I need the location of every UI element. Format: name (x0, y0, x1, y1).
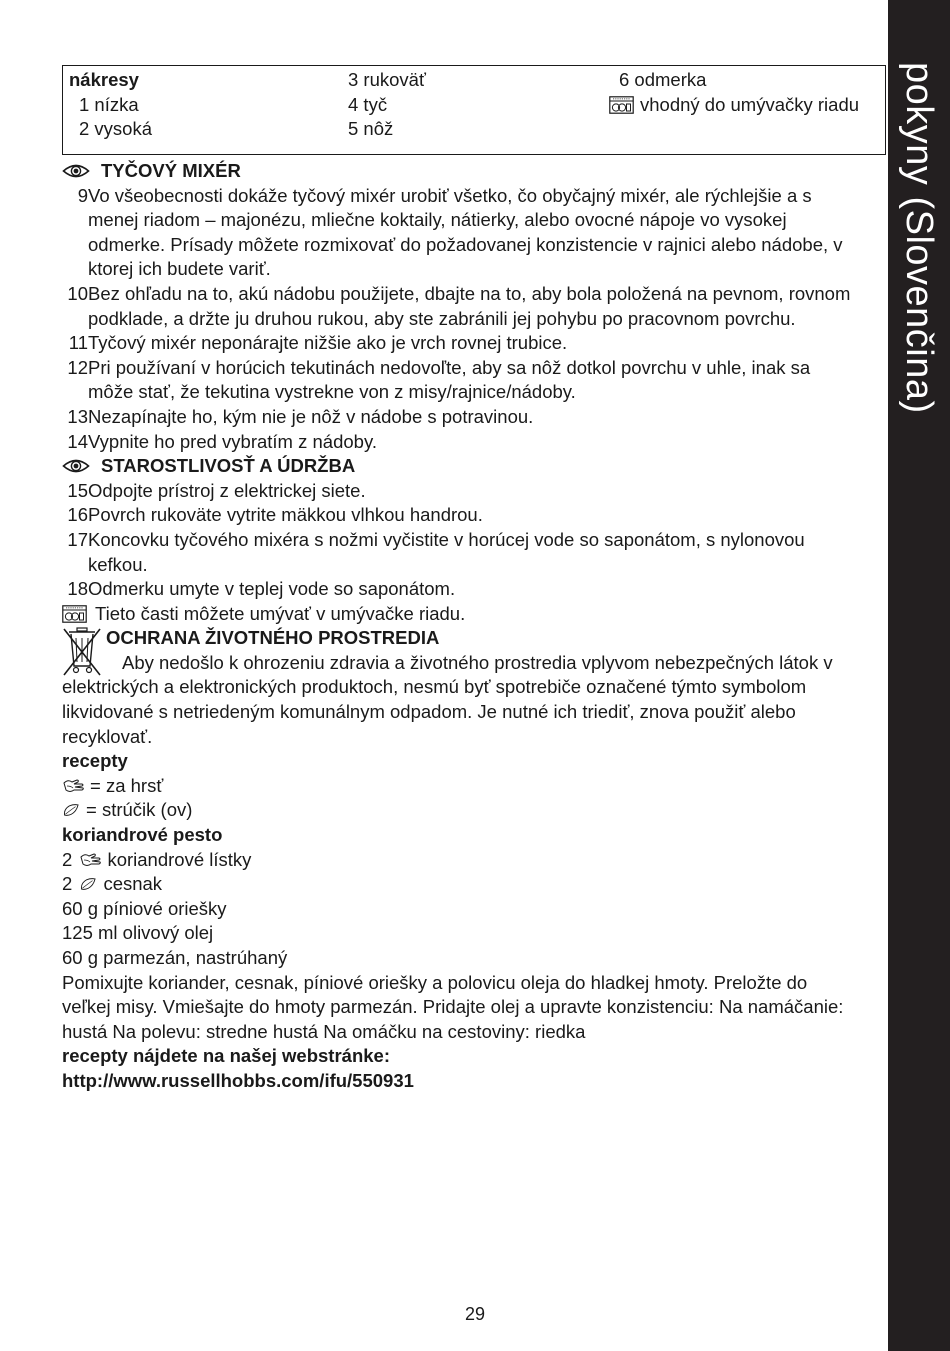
text-line: Pri používaní v horúcich tekutinách nedovoľte, aby sa nôž dotkol povrchu v uhle, inak sa (88, 356, 811, 378)
text-line: podklade, a držte ju druhou rukou, aby ste zabránili jej pohybu po pracovnom povrchu. (88, 307, 796, 329)
page-number (0, 1302, 950, 1327)
parts-column-2 (348, 68, 426, 142)
section-title: TYČOVÝ MIXÉR (101, 160, 241, 181)
ingredient-qty: 125 ml (62, 922, 118, 944)
ingredient-qty: 2 (62, 873, 73, 895)
item-number: 16 (67, 504, 88, 526)
content (62, 159, 884, 1094)
page-number-text: 29 (464, 1304, 486, 1324)
item-text (88, 184, 843, 282)
item-text (88, 503, 483, 528)
ingredient-qty: 60 g (62, 897, 99, 919)
text-line: Vo všeobecnosti dokáže tyčový mixér urobiť všetko, čo obyčajný mixér, ale rýchlejšie a s (88, 184, 812, 206)
legend-text: = za hrsť (90, 774, 164, 796)
text-line: môže stať, že tekutina vystrekne von z misy/rajnice/nádoby. (88, 381, 576, 403)
part-item: 3 rukoväť (348, 69, 426, 90)
dishwasher-note-text: Tieto časti môžete umývať v umývačke riadu. (95, 602, 466, 624)
item-text (88, 479, 366, 504)
parts-legend (62, 65, 886, 155)
text-line: Odpojte prístroj z elektrickej siete. (88, 479, 366, 501)
list-item (62, 282, 884, 331)
clove-icon (79, 875, 101, 893)
method-line: veľkej misy. Vmiešajte do hmoty parmezán. Pridajte olej a upravte konzistenciu: Na namáčanie: (62, 996, 844, 1018)
text-line: likvidované s netriedeným komunálnym odpadom. Je nutné ich triediť, znova použiť alebo (62, 701, 796, 723)
part-item: 1 nízka (79, 93, 139, 115)
item-text (88, 356, 810, 405)
section-heading-care-maintenance (62, 454, 884, 479)
list-item (62, 528, 884, 577)
part-item: 6 odmerka (619, 69, 707, 90)
text-line: elektrických a elektronických produktoch, nesmú byť spotrebiče označené týmto symbolom (62, 676, 807, 698)
text-line: menej riadom – majonézu, mliečne koktaily, nátierky, alebo ovocné nápoje vo vysokej (88, 209, 787, 231)
item-number: 17 (67, 528, 88, 550)
item-text (88, 405, 533, 430)
item-number: 15 (67, 479, 88, 501)
parts-heading: nákresy (69, 69, 139, 90)
ingredient-qty: 2 (62, 848, 73, 870)
text-line: recyklovať. (62, 725, 153, 747)
crossed-bin-icon (62, 626, 102, 678)
recipes-heading: recepty (62, 750, 128, 772)
method-line: hustá Na polevu: stredne hustá Na omáčku na cestoviny: riedka (62, 1020, 586, 1042)
list-item (62, 405, 884, 430)
language-sidebar (888, 0, 950, 1351)
text-line: Odmerku umyte v teplej vode so saponátom. (88, 578, 456, 600)
sidebar-title: pokyny (Slovenčina) (898, 62, 940, 414)
item-text (88, 430, 377, 455)
part-item: 4 tyč (348, 93, 388, 115)
ingredient-text: parmezán, nastrúhaný (103, 947, 288, 968)
ingredient-text: píniové oriešky (103, 897, 227, 919)
recipe-title: koriandrové pesto (62, 824, 223, 846)
environment-section (62, 626, 884, 749)
ingredient (62, 848, 884, 873)
method-line: Pomixujte koriander, cesnak, píniové oriešky a polovicu oleja do hladkej hmoty. Preložte do (62, 971, 808, 993)
text-line: ktorej ich budete variť. (88, 258, 271, 280)
handful-icon (62, 777, 88, 795)
dishwasher-note (62, 602, 884, 627)
ingredient-text: koriandrové lístky (107, 848, 252, 870)
ingredient-text: cesnak (103, 873, 163, 895)
list-item (62, 331, 884, 356)
eye-icon (62, 162, 90, 180)
text-line: kefkou. (88, 553, 148, 575)
ingredient (62, 921, 884, 946)
item-number: 10 (67, 282, 88, 304)
legend-text: = strúčik (ov) (86, 799, 193, 821)
parts-column-3 (609, 68, 859, 117)
ingredient-text: olivový olej (122, 922, 214, 944)
legend-clove (62, 798, 884, 823)
item-text (88, 528, 805, 577)
text-line: Nezapínajte ho, kým nie je nôž v nádobe s potravinou. (88, 405, 534, 427)
section-heading-hand-blender (62, 159, 884, 184)
handful-icon (79, 851, 105, 869)
clove-icon (62, 801, 84, 819)
text-line: Tyčový mixér neponárajte nižšie ako je vrch rovnej trubice. (88, 332, 568, 354)
item-text (88, 577, 455, 602)
section-title: OCHRANA ŽIVOTNÉHO PROSTREDIA (106, 627, 440, 649)
ingredient (62, 946, 884, 971)
list-item (62, 356, 884, 405)
part-item: 5 nôž (348, 118, 394, 140)
item-number: 12 (67, 356, 88, 378)
list-item (62, 184, 884, 282)
item-text (88, 331, 567, 356)
ingredient (62, 897, 884, 922)
list-item (62, 577, 884, 602)
text-line: Povrch rukoväte vytrite mäkkou vlhkou handrou. (88, 504, 483, 526)
part-item: 2 vysoká (79, 118, 153, 140)
text-line: Koncovku tyčového mixéra s nožmi vyčistite v horúcej vode so saponátom, s nylonovou (88, 528, 805, 550)
item-number: 14 (67, 430, 88, 452)
eye-icon (62, 457, 90, 475)
list-item (62, 503, 884, 528)
item-number: 18 (67, 578, 88, 600)
item-number: 11 (68, 332, 88, 354)
list-item (62, 430, 884, 455)
dishwasher-legend-text: vhodný do umývačky riadu (640, 93, 860, 115)
ingredient (62, 872, 884, 897)
text-line: odmerke. Prísady môžete rozmixovať do požadovanej konzistencie v rajnici alebo nádobe, v (88, 233, 843, 255)
website-url: http://www.russellhobbs.com/ifu/550931 (62, 1069, 414, 1091)
text-line: Bez ohľadu na to, akú nádobu použijete, dbajte na to, aby bola položená na pevnom, rovnom (88, 282, 851, 304)
text-line: Aby nedošlo k ohrozeniu zdravia a životného prostredia vplyvom nebezpečných látok v (122, 651, 833, 673)
item-number: 9 (77, 184, 88, 206)
legend-handful (62, 774, 884, 799)
dishwasher-legend (609, 93, 859, 118)
section-title: STAROSTLIVOSŤ A ÚDRŽBA (101, 455, 356, 477)
section-heading-environment (62, 626, 884, 651)
item-text (88, 282, 850, 331)
dishwasher-icon (609, 96, 634, 114)
dishwasher-icon (62, 605, 87, 623)
parts-column-1 (69, 68, 152, 142)
list-item (62, 479, 884, 504)
ingredient-qty: 60 g (62, 947, 99, 968)
item-number: 13 (67, 405, 88, 427)
text-line: Vypnite ho pred vybratím z nádoby. (88, 430, 377, 452)
website-heading: recepty nájdete na našej webstránke: (62, 1045, 390, 1067)
